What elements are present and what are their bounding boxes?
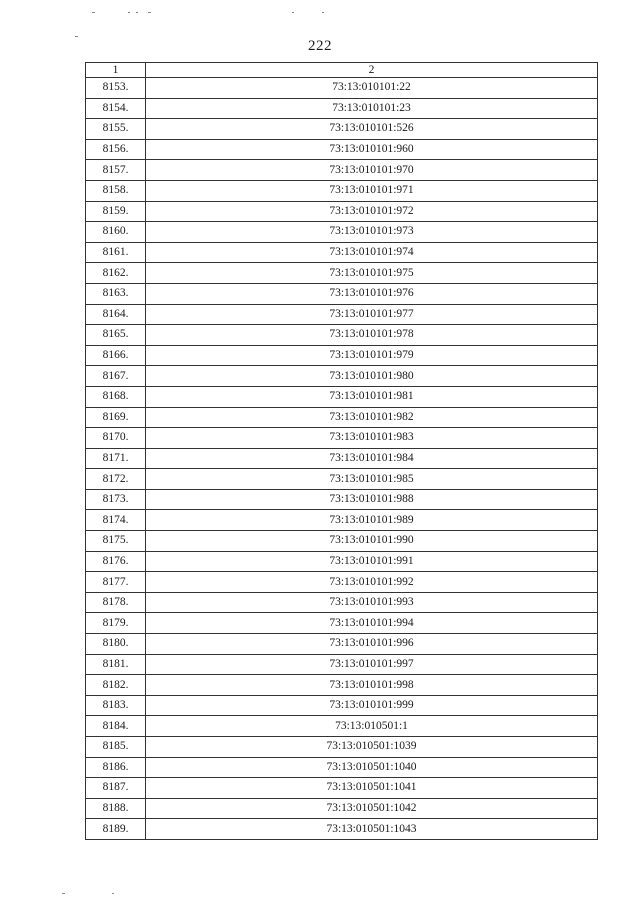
- cadastral-number-cell: 73:13:010501:1040: [146, 757, 598, 778]
- cadastral-number-cell: 73:13:010101:974: [146, 242, 598, 263]
- cadastral-number-cell: 73:13:010101:970: [146, 160, 598, 181]
- cadastral-number-cell: 73:13:010101:981: [146, 386, 598, 407]
- scan-artifact: [112, 893, 114, 894]
- cadastral-number-cell: 73:13:010101:992: [146, 572, 598, 593]
- cadastral-number-cell: 73:13:010101:980: [146, 366, 598, 387]
- row-index-cell: 8188.: [86, 798, 146, 819]
- table-row: [86, 778, 598, 799]
- scan-artifact: [92, 12, 95, 13]
- row-index-cell: 8168.: [86, 386, 146, 407]
- row-index-cell: 8183.: [86, 695, 146, 716]
- cadastral-number-cell: 73:13:010101:976: [146, 283, 598, 304]
- column-header-index: 1: [86, 63, 146, 78]
- table-row: [86, 613, 598, 634]
- cadastral-number-cell: 73:13:010101:979: [146, 345, 598, 366]
- table-row: [86, 634, 598, 655]
- row-index-cell: 8179.: [86, 613, 146, 634]
- cadastral-number-cell: 73:13:010101:977: [146, 304, 598, 325]
- row-index-cell: 8181.: [86, 654, 146, 675]
- row-index-cell: 8174.: [86, 510, 146, 531]
- row-index-cell: 8155.: [86, 119, 146, 140]
- cadastral-number-cell: 73:13:010501:1: [146, 716, 598, 737]
- table-row: [86, 160, 598, 181]
- row-index-cell: 8157.: [86, 160, 146, 181]
- row-index-cell: 8167.: [86, 366, 146, 387]
- table-row: [86, 407, 598, 428]
- row-index-cell: 8164.: [86, 304, 146, 325]
- cadastral-number-cell: 73:13:010101:994: [146, 613, 598, 634]
- row-index-cell: 8166.: [86, 345, 146, 366]
- row-index-cell: 8185.: [86, 737, 146, 758]
- row-index-cell: 8177.: [86, 572, 146, 593]
- row-index-cell: 8156.: [86, 139, 146, 160]
- row-index-cell: 8175.: [86, 531, 146, 552]
- row-index-cell: 8170.: [86, 428, 146, 449]
- table-row: [86, 489, 598, 510]
- cadastral-number-cell: 73:13:010101:998: [146, 675, 598, 696]
- table-row: [86, 366, 598, 387]
- cadastral-number-cell: 73:13:010101:984: [146, 448, 598, 469]
- page-number: 222: [308, 38, 332, 54]
- row-index-cell: 8173.: [86, 489, 146, 510]
- table-row: [86, 98, 598, 119]
- row-index-cell: 8154.: [86, 98, 146, 119]
- cadastral-number-cell: 73:13:010501:1041: [146, 778, 598, 799]
- table-row: [86, 510, 598, 531]
- cadastral-number-cell: 73:13:010101:526: [146, 119, 598, 140]
- table-body: [86, 78, 598, 840]
- table-row: [86, 675, 598, 696]
- table-row: [86, 695, 598, 716]
- table-row: [86, 78, 598, 99]
- row-index-cell: 8186.: [86, 757, 146, 778]
- table-row: [86, 654, 598, 675]
- scan-artifact: [148, 12, 151, 13]
- row-index-cell: 8172.: [86, 469, 146, 490]
- cadastral-number-cell: 73:13:010101:982: [146, 407, 598, 428]
- cadastral-number-cell: 73:13:010101:990: [146, 531, 598, 552]
- table-row: [86, 798, 598, 819]
- row-index-cell: 8153.: [86, 78, 146, 99]
- table-row: [86, 531, 598, 552]
- table-row: [86, 716, 598, 737]
- cadastral-number-cell: 73:13:010101:989: [146, 510, 598, 531]
- column-header-cadastral-number: 2: [146, 63, 598, 78]
- cadastral-number-cell: 73:13:010101:960: [146, 139, 598, 160]
- table-row: [86, 263, 598, 284]
- table-row: [86, 139, 598, 160]
- scan-artifact: [292, 12, 294, 13]
- cadastral-number-cell: 73:13:010101:23: [146, 98, 598, 119]
- row-index-cell: 8159.: [86, 201, 146, 222]
- table-row: [86, 345, 598, 366]
- cadastral-number-cell: 73:13:010101:975: [146, 263, 598, 284]
- cadastral-number-cell: 73:13:010101:991: [146, 551, 598, 572]
- row-index-cell: 8189.: [86, 819, 146, 840]
- cadastral-number-cell: 73:13:010101:997: [146, 654, 598, 675]
- row-index-cell: 8171.: [86, 448, 146, 469]
- cadastral-number-cell: 73:13:010101:22: [146, 78, 598, 99]
- row-index-cell: 8160.: [86, 222, 146, 243]
- table-row: [86, 119, 598, 140]
- cadastral-number-cell: 73:13:010101:993: [146, 592, 598, 613]
- table-row: [86, 386, 598, 407]
- table-row: [86, 737, 598, 758]
- cadastral-number-cell: 73:13:010501:1039: [146, 737, 598, 758]
- cadastral-number-cell: 73:13:010101:985: [146, 469, 598, 490]
- table-row: [86, 201, 598, 222]
- table-row: [86, 572, 598, 593]
- table-row: [86, 180, 598, 201]
- row-index-cell: 8176.: [86, 551, 146, 572]
- table-row: [86, 304, 598, 325]
- row-index-cell: 8180.: [86, 634, 146, 655]
- row-index-cell: 8187.: [86, 778, 146, 799]
- row-index-cell: 8158.: [86, 180, 146, 201]
- table-header-row: [86, 63, 598, 78]
- cadastral-number-cell: 73:13:010101:972: [146, 201, 598, 222]
- table-row: [86, 283, 598, 304]
- cadastral-number-cell: 73:13:010501:1043: [146, 819, 598, 840]
- table-row: [86, 757, 598, 778]
- scan-artifact: [136, 12, 138, 13]
- cadastral-number-cell: 73:13:010501:1042: [146, 798, 598, 819]
- table-row: [86, 592, 598, 613]
- table-row: [86, 469, 598, 490]
- scan-artifact: [322, 12, 324, 13]
- scan-artifact: [128, 12, 130, 13]
- cadastral-number-cell: 73:13:010101:999: [146, 695, 598, 716]
- table-row: [86, 428, 598, 449]
- row-index-cell: 8165.: [86, 325, 146, 346]
- table-row: [86, 222, 598, 243]
- cadastral-number-cell: 73:13:010101:971: [146, 180, 598, 201]
- table-row: [86, 448, 598, 469]
- cadastral-number-table: [85, 62, 598, 840]
- table-row: [86, 242, 598, 263]
- table-row: [86, 819, 598, 840]
- cadastral-number-cell: 73:13:010101:973: [146, 222, 598, 243]
- row-index-cell: 8162.: [86, 263, 146, 284]
- row-index-cell: 8163.: [86, 283, 146, 304]
- cadastral-number-cell: 73:13:010101:983: [146, 428, 598, 449]
- table-row: [86, 551, 598, 572]
- cadastral-number-cell: 73:13:010101:978: [146, 325, 598, 346]
- row-index-cell: 8184.: [86, 716, 146, 737]
- row-index-cell: 8169.: [86, 407, 146, 428]
- cadastral-number-cell: 73:13:010101:988: [146, 489, 598, 510]
- cadastral-number-cell: 73:13:010101:996: [146, 634, 598, 655]
- row-index-cell: 8182.: [86, 675, 146, 696]
- row-index-cell: 8161.: [86, 242, 146, 263]
- scan-artifact: [62, 893, 65, 894]
- table-row: [86, 325, 598, 346]
- row-index-cell: 8178.: [86, 592, 146, 613]
- scan-artifact: [75, 36, 78, 37]
